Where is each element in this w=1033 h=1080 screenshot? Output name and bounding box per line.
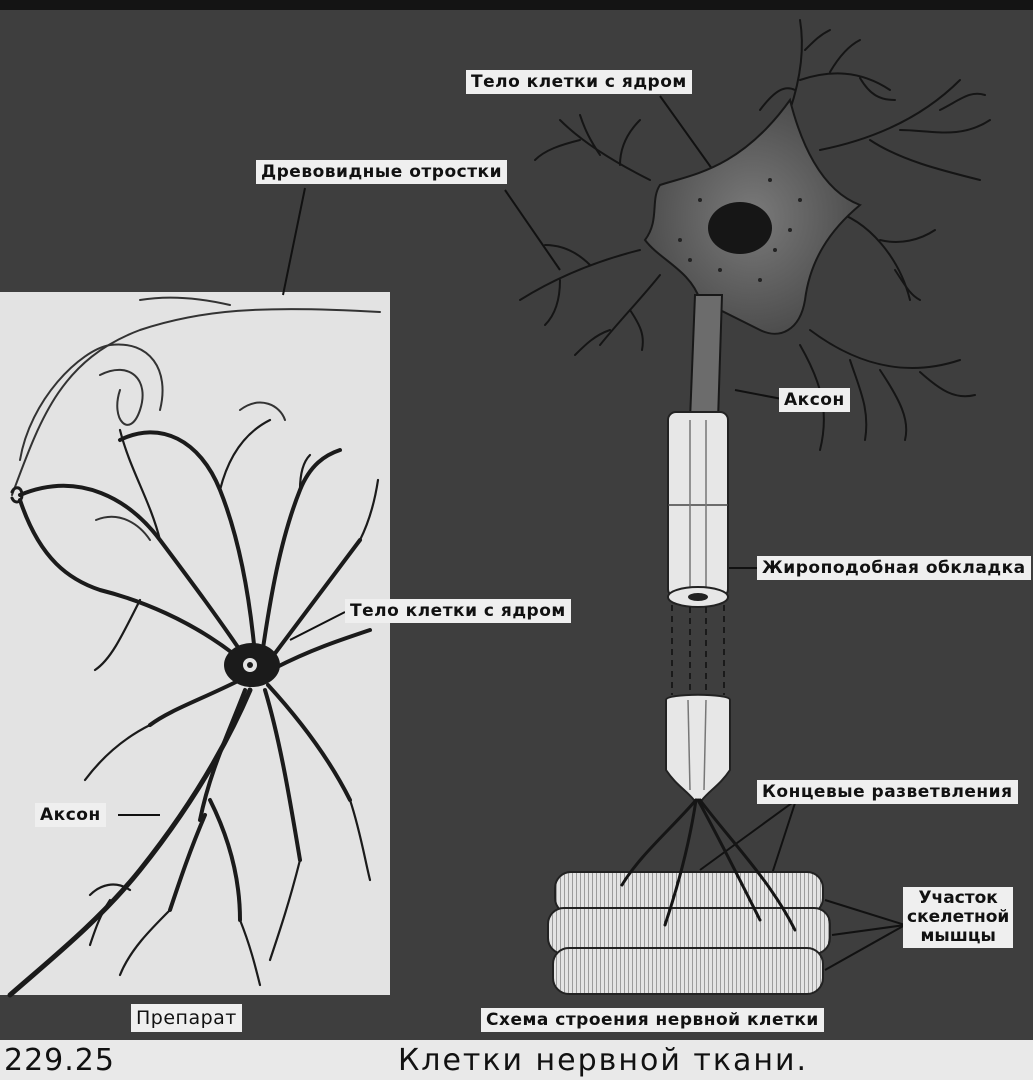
label-muscle-section (903, 887, 1013, 948)
label-cell-body-preparation: Тело клетки с ядром (345, 599, 571, 623)
axon-gap (672, 605, 724, 695)
lower-sheath (666, 695, 730, 800)
label-dendrites: Древовидные отростки (256, 160, 507, 184)
label-terminal-branches: Концевые разветвления (757, 780, 1018, 804)
label-preparation: Препарат (131, 1004, 242, 1032)
label-scheme: Схема строения нервной клетки (481, 1008, 824, 1032)
neuron-schematic (520, 20, 990, 994)
label-axon-schematic: Аксон (779, 388, 850, 412)
label-muscle-line-3: мышцы (920, 926, 996, 946)
slide-number: 229.25 (4, 1043, 115, 1078)
label-axon-preparation: Аксон (35, 803, 106, 827)
axon-hillock (690, 295, 722, 420)
slide-title: Клетки нервной ткани. (398, 1043, 808, 1078)
label-cell-body-schematic: Тело клетки с ядром (466, 70, 692, 94)
label-myelin-sheath: Жироподобная обкладка (757, 556, 1031, 580)
nucleus (708, 202, 772, 254)
label-muscle-line-1: Участок (918, 888, 998, 908)
muscle-bundle (548, 872, 830, 994)
label-muscle-line-2: скелетной (907, 907, 1010, 927)
preparation-panel (0, 292, 390, 995)
